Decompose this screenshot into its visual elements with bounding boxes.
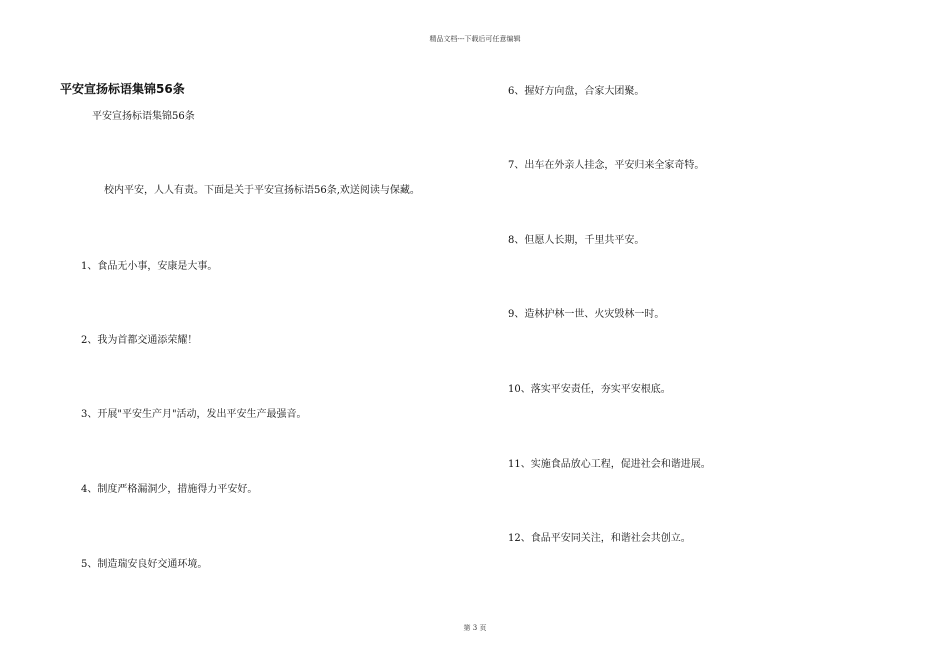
- document-title: 平安宣扬标语集锦56条: [60, 82, 185, 96]
- slogan-item: 6、握好方向盘，合家大团聚。: [508, 86, 645, 97]
- document-subtitle: 平安宣扬标语集锦56条: [92, 111, 195, 122]
- slogan-item: 12、食品平安同关注，和谐社会共创立。: [508, 533, 691, 544]
- slogan-item: 11、实施食品放心工程，促进社会和谐进展。: [508, 459, 711, 470]
- slogan-item: 3、开展"平安生产月"活动，发出平安生产最强音。: [81, 409, 307, 420]
- slogan-item: 2、我为首都交通添荣耀！: [81, 335, 198, 346]
- slogan-item: 8、但愿人长期，千里共平安。: [508, 235, 645, 246]
- slogan-item: 5、制造瑞安良好交通环境。: [81, 559, 208, 570]
- slogan-item: 7、出车在外亲人挂念，平安归来全家奇特。: [508, 160, 705, 171]
- page-header: 精品文档---下载后可任意编辑: [429, 35, 521, 43]
- slogan-item: 9、造林护林一世、火灾毁林一时。: [508, 309, 665, 320]
- slogan-item: 1、食品无小事，安康是大事。: [81, 261, 218, 272]
- slogan-item: 10、落实平安责任，夯实平安根底。: [508, 384, 671, 395]
- intro-paragraph: 校内平安，人人有责。下面是关于平安宣扬标语56条,欢送阅读与保藏。: [104, 185, 420, 196]
- page-number: 第 3 页: [463, 624, 487, 632]
- slogan-item: 4、制度严格漏洞少，措施得力平安好。: [81, 484, 258, 495]
